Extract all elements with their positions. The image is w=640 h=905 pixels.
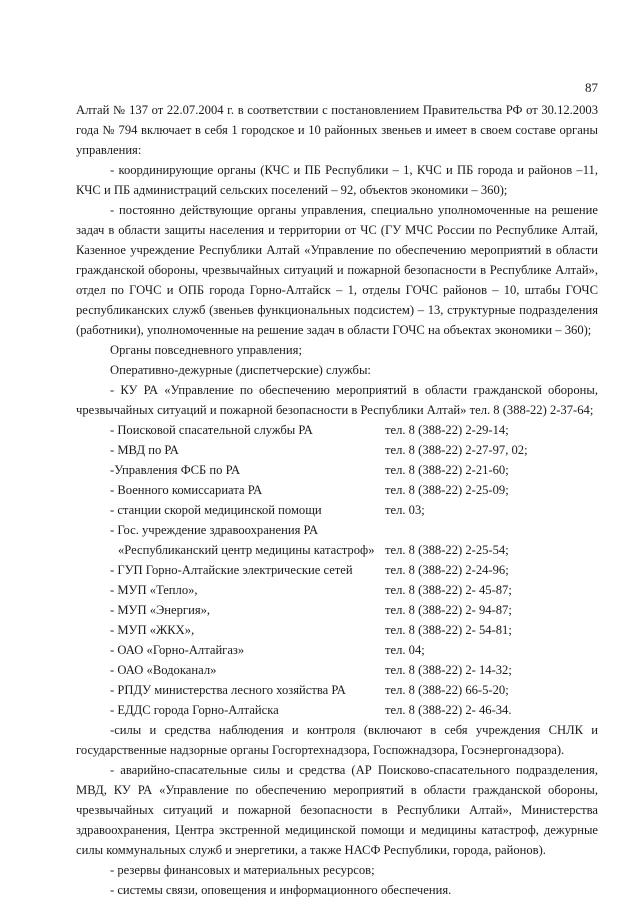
contact-name: - ОАО «Горно-Алтайгаз»	[110, 643, 245, 657]
contact-name: -Управления ФСБ по РА	[110, 463, 241, 477]
contact-name: - МВД по РА	[110, 443, 179, 457]
contact-phone: тел. 8 (388-22) 2-21-60;	[385, 463, 509, 477]
contact-row	[76, 420, 598, 440]
contact-row	[76, 540, 598, 560]
communication-systems-item: - системы связи, оповещения и информационного обеспечения.	[110, 883, 452, 897]
contact-name: - РПДУ министерства лесного хозяйства РА	[110, 683, 346, 697]
contact-name: - ЕДДС города Горно-Алтайска	[110, 703, 279, 717]
contact-phone: тел. 8 (388-22) 66-5-20;	[385, 683, 509, 697]
contact-phone: тел. 04;	[385, 643, 425, 657]
monitoring-forces-item: -силы и средства наблюдения и контроля (включают в себя учреждения СНЛК и государственные надзорные органы Госгортехнадзора, Госпожнадзора, Госэнергонадзора).	[76, 723, 598, 757]
contact-phone: тел. 03;	[385, 503, 425, 517]
contact-row	[76, 500, 598, 520]
daily-management-item: Органы повседневного управления;	[110, 343, 302, 357]
contact-name: - Военного комиссариата РА	[110, 483, 263, 497]
contact-row	[76, 640, 598, 660]
page-body	[76, 100, 598, 900]
contacts-list	[76, 420, 598, 720]
contact-phone: тел. 8 (388-22) 2-25-09;	[385, 483, 509, 497]
contact-name: «Республиканский центр медицины катастроф»	[118, 543, 375, 557]
intro-paragraph: Алтай № 137 от 22.07.2004 г. в соответствии с постановлением Правительства РФ от 30.12.2003 года № 794 включает в себя 1 городское и 10 районных звеньев и имеет в своем составе органы управления:	[76, 103, 598, 157]
contact-row	[76, 660, 598, 680]
contact-row	[76, 620, 598, 640]
contact-name: - Поисковой спасательной службы РА	[110, 423, 313, 437]
contact-phone: тел. 8 (388-22) 2- 54-81;	[385, 623, 512, 637]
contact-row	[76, 460, 598, 480]
rescue-forces-item: - аварийно-спасательные силы и средства (АР Поисково-спасательного подразделения, МВД, КУ РА «Управление по обеспечению мероприятий в области гражданской обороны, чрезвычайных ситуаций и пожарной безопасности в Республики Алтай», Министерства здравоохранения, Центра экстренной медицинской помощи и медицины катастроф, дежурные силы коммунальных служб и энергетики, а также НАСФ Республики, города, районов).	[76, 763, 598, 857]
contact-phone: тел. 8 (388-22) 2-29-14;	[385, 423, 509, 437]
contact-name: - ГУП Горно-Алтайские электрические сетей	[110, 563, 353, 577]
contact-phone: тел. 8 (388-22) 2-25-54;	[385, 543, 509, 557]
contact-phone: тел. 8 (388-22) 2-24-96;	[385, 563, 509, 577]
contact-name: - МУП «Энергия»,	[110, 603, 211, 617]
ku-ra-item: - КУ РА «Управление по обеспечению мероприятий в области гражданской обороны, чрезвычайных ситуаций и пожарной безопасности в Республики Алтай» тел. 8 (388-22) 2-37-64;	[76, 383, 598, 417]
contact-row	[76, 600, 598, 620]
contact-row	[76, 520, 598, 540]
page-number: 87	[585, 80, 598, 95]
contact-row	[76, 700, 598, 720]
contact-phone: тел. 8 (388-22) 2- 14-32;	[385, 663, 512, 677]
contact-name: - МУП «Тепло»,	[110, 583, 198, 597]
contact-row	[76, 560, 598, 580]
contact-name: - станции скорой медицинской помощи	[110, 503, 322, 517]
contact-row	[76, 480, 598, 500]
contact-phone: тел. 8 (388-22) 2- 94-87;	[385, 603, 512, 617]
contact-name: - МУП «ЖКХ»,	[110, 623, 195, 637]
contact-row	[76, 580, 598, 600]
contact-name: - ОАО «Водоканал»	[110, 663, 217, 677]
contact-row	[76, 680, 598, 700]
contact-phone: тел. 8 (388-22) 2- 46-34.	[385, 703, 512, 717]
contact-row	[76, 440, 598, 460]
coordinating-bodies-item: - координирующие органы (КЧС и ПБ Республики – 1, КЧС и ПБ города и районов –11, КЧС и ПБ администраций сельских поселений – 92, объектов экономики – 360);	[76, 163, 598, 197]
duty-services-heading: Оперативно-дежурные (диспетчерские) службы:	[110, 363, 371, 377]
contact-phone: тел. 8 (388-22) 2- 45-87;	[385, 583, 512, 597]
contact-name: - Гос. учреждение здравоохранения РА	[110, 523, 319, 537]
contact-phone: тел. 8 (388-22) 2-27-97, 02;	[385, 443, 528, 457]
permanent-bodies-item: - постоянно действующие органы управления, специально уполномоченные на решение задач в области защиты населения и территории от ЧС (ГУ МЧС России по Республике Алтай, Казенное учреждение Республики Алтай «Управление по обеспечению мероприятий в области гражданской обороны, чрезвычайных ситуаций и пожарной безопасности в Республике Алтай», отдел по ГОЧС и ОПБ города Горно-Алтайск – 1, отделы ГОЧС районов – 10, штабы ГОЧС республиканских служб (звеньев функциональных подсистем) – 13, структурные подразделения (работники), уполномоченные на решение задач в области ГОЧС на объектах экономики – 360);	[76, 203, 598, 337]
reserves-item: - резервы финансовых и материальных ресурсов;	[110, 863, 375, 877]
